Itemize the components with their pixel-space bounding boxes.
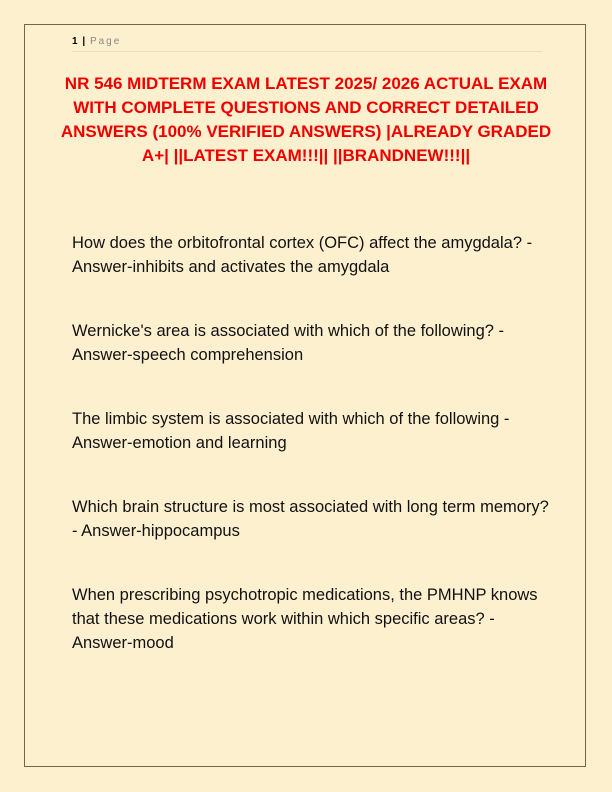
header-separator: | [82, 36, 86, 47]
question-3: The limbic system is associated with which of the following - Answer-emotion and learning [72, 410, 510, 452]
page-number: 1 [72, 36, 78, 47]
question-1: How does the orbitofrontal cortex (OFC) affect the amygdala? - Answer-inhibits and activates the amygdala [72, 234, 533, 276]
document-title: NR 546 MIDTERM EXAM LATEST 2025/ 2026 ACTUAL EXAM WITH COMPLETE QUESTIONS AND CORRECT DETAILED ANSWERS (100% VERIFIED ANSWERS) |ALREADY GRADED A+| ||LATEST EXAM!!!|| ||BRANDNEW!!!|| [60, 74, 552, 165]
question-4: Which brain structure is most associated with long term memory? - Answer-hippocampus [72, 498, 549, 540]
page-header [72, 36, 542, 52]
question-2: Wernicke's area is associated with which of the following? - Answer-speech comprehension [72, 322, 505, 364]
question-5: When prescribing psychotropic medications, the PMHNP knows that these medications work within which specific areas? - Answer-mood [72, 586, 538, 652]
page-label: Page [89, 36, 122, 47]
